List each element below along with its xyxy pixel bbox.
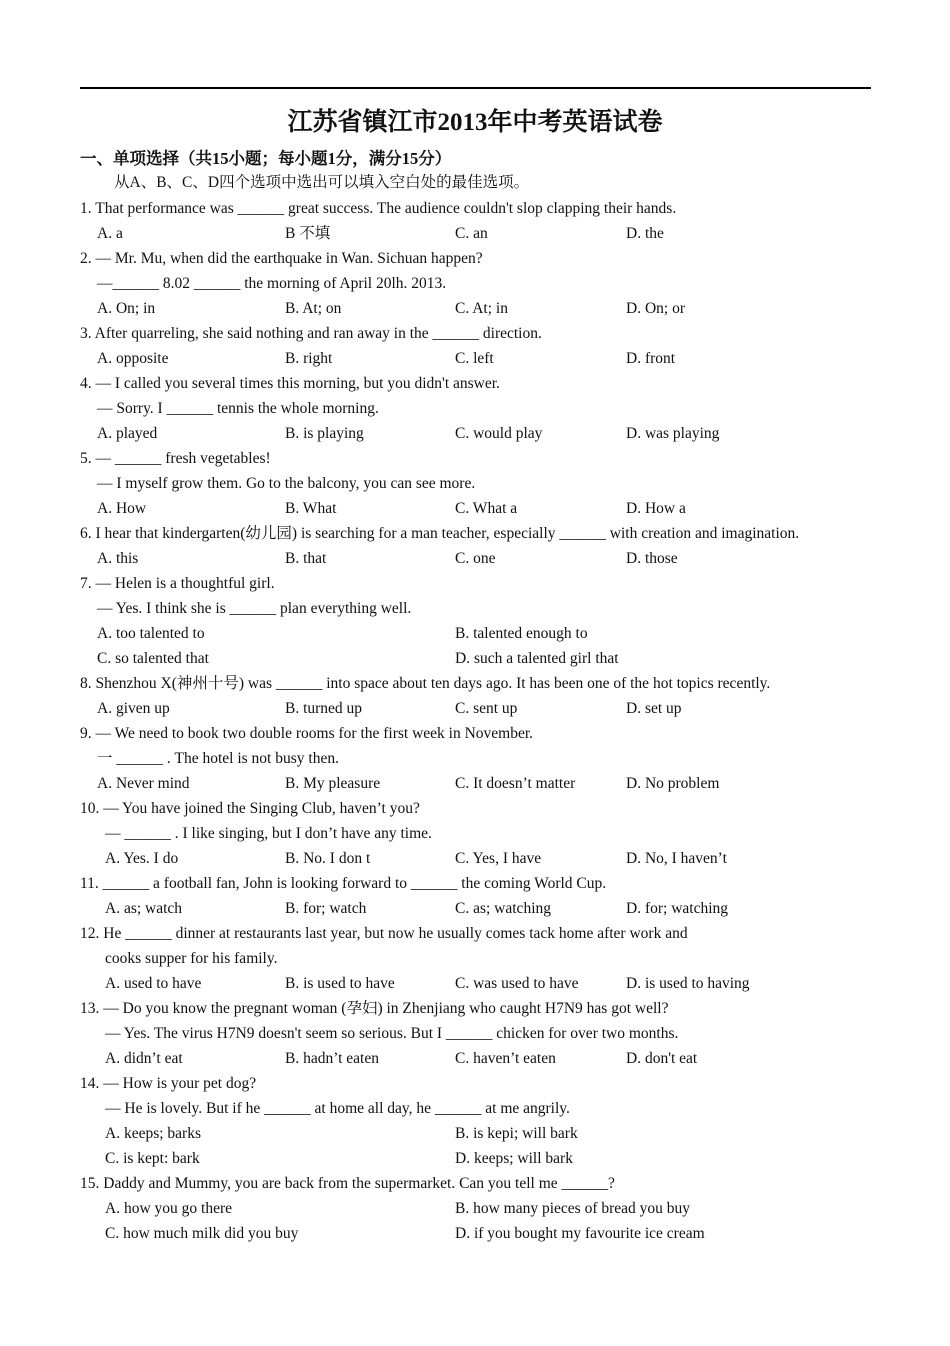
answer-option: A. given up [97, 700, 170, 717]
answer-option: C. how much milk did you buy [105, 1225, 299, 1242]
answer-option: D. No, I haven’t [626, 850, 727, 867]
question-stem: 12. He ______ dinner at restaurants last year, but now he usually comes tack home after work and [80, 925, 688, 942]
question-stem: 11. ______ a football fan, John is looking forward to ______ the coming World Cup. [80, 875, 607, 892]
answer-option: A. Never mind [97, 775, 190, 792]
answer-option: B. how many pieces of bread you buy [455, 1200, 691, 1217]
answer-option: D. such a talented girl that [455, 650, 619, 667]
answer-option: C. so talented that [97, 650, 209, 667]
answer-option: A. didn’t eat [105, 1050, 183, 1067]
answer-option: C. left [455, 350, 494, 367]
answer-option: C. is kept: bark [105, 1150, 200, 1167]
question-stem: 13. — Do you know the pregnant woman (孕妇) in Zhenjiang who caught H7N9 has got well? [80, 1000, 669, 1017]
answer-option: C. as; watching [455, 900, 551, 917]
question-stem: 9. — We need to book two double rooms for the first week in November. [80, 725, 534, 742]
answer-option: C. It doesn’t matter [455, 775, 576, 792]
answer-option: B. is playing [285, 425, 364, 442]
answer-option: D. No problem [626, 775, 720, 792]
answer-option: B. My pleasure [285, 775, 381, 792]
question-stem: 4. — I called you several times this morning, but you didn't answer. [80, 375, 500, 392]
answer-option: A. used to have [105, 975, 202, 992]
answer-option: D. How a [626, 500, 686, 517]
answer-option: D. for; watching [626, 900, 729, 917]
answer-option: A. How [97, 500, 147, 517]
answer-option: B. for; watch [285, 900, 367, 917]
answer-option: B. is used to have [285, 975, 395, 992]
question-stem: 14. — How is your pet dog? [80, 1075, 257, 1092]
answer-option: B. turned up [285, 700, 363, 717]
section-instruction: 从A、B、C、D四个选项中选出可以填入空白处的最佳选项。 [114, 174, 530, 191]
answer-option: C. What a [455, 500, 518, 517]
answer-option: B. is kepi; will bark [455, 1125, 578, 1142]
answer-option: B. What [285, 500, 337, 517]
answer-option: D. set up [626, 700, 682, 717]
answer-option: C. At; in [455, 300, 508, 317]
question-stem: 5. — ______ fresh vegetables! [80, 450, 271, 467]
answer-option: D. the [626, 225, 664, 242]
answer-option: D. don't eat [626, 1050, 698, 1067]
answer-option: D. On; or [626, 300, 685, 317]
question-stem: 15. Daddy and Mummy, you are back from the supermarket. Can you tell me ______? [80, 1175, 615, 1192]
question-stem: 10. — You have joined the Singing Club, haven’t you? [80, 800, 420, 817]
answer-option: C. sent up [455, 700, 518, 717]
answer-option: A. opposite [97, 350, 169, 367]
answer-option: A. keeps; barks [105, 1125, 201, 1142]
question-stem: 3. After quarreling, she said nothing and ran away in the ______ direction. [80, 325, 542, 342]
answer-option: B. right [285, 350, 333, 367]
question-line: — He is lovely. But if he ______ at home all day, he ______ at me angrily. [105, 1100, 570, 1117]
question-line: 一 ______ . The hotel is not busy then. [97, 750, 339, 767]
answer-option: D. if you bought my favourite ice cream [455, 1225, 705, 1242]
question-stem: 1. That performance was ______ great success. The audience couldn't slop clapping their hands. [80, 200, 677, 217]
answer-option: A. played [97, 425, 158, 442]
answer-option: A. On; in [97, 300, 156, 317]
answer-option: D. is used to having [626, 975, 750, 992]
question-stem: 6. I hear that kindergarten(幼儿园) is searching for a man teacher, especially ______ with creation and imagination. [80, 525, 800, 542]
answer-option: A. too talented to [97, 625, 205, 642]
answer-option: B. At; on [285, 300, 342, 317]
answer-option: C. an [455, 225, 488, 242]
answer-option: B 不填 [285, 225, 331, 242]
answer-option: A. Yes. I do [105, 850, 179, 867]
question-line: —______ 8.02 ______ the morning of April 20lh. 2013. [97, 275, 447, 292]
answer-option: D. front [626, 350, 676, 367]
answer-option: A. this [97, 550, 139, 567]
question-line: — Sorry. I ______ tennis the whole morning. [97, 400, 379, 417]
question-stem: 8. Shenzhou X(神州十号) was ______ into space about ten days ago. It has been one of the hot topics recently. [80, 675, 771, 692]
answer-option: B. talented enough to [455, 625, 588, 642]
question-line: — ______ . I like singing, but I don’t have any time. [105, 825, 432, 842]
answer-option: C. one [455, 550, 496, 567]
question-line: — Yes. The virus H7N9 doesn't seem so serious. But I ______ chicken for over two months. [105, 1025, 679, 1042]
answer-option: B. No. I don t [285, 850, 371, 867]
question-line: — I myself grow them. Go to the balcony, you can see more. [97, 475, 476, 492]
page-title: 江苏省镇江市2013年中考英语试卷 [287, 109, 663, 136]
answer-option: D. was playing [626, 425, 720, 442]
answer-option: A. as; watch [105, 900, 183, 917]
question-stem: 7. — Helen is a thoughtful girl. [80, 575, 275, 592]
question-line: — Yes. I think she is ______ plan everything well. [97, 600, 412, 617]
answer-option: D. those [626, 550, 678, 567]
answer-option: C. haven’t eaten [455, 1050, 556, 1067]
question-stem: 2. — Mr. Mu, when did the earthquake in Wan. Sichuan happen? [80, 250, 483, 267]
answer-option: B. that [285, 550, 327, 567]
answer-option: A. how you go there [105, 1200, 232, 1217]
answer-option: C. was used to have [455, 975, 579, 992]
answer-option: A. a [97, 225, 123, 242]
answer-option: B. hadn’t eaten [285, 1050, 379, 1067]
answer-option: C. Yes, I have [455, 850, 542, 867]
answer-option: D. keeps; will bark [455, 1150, 573, 1167]
top-rule [80, 87, 871, 89]
answer-option: C. would play [455, 425, 543, 442]
question-line: cooks supper for his family. [105, 950, 278, 967]
section-heading: 一、单项选择（共15小题；每小题1分，满分15分） [80, 149, 452, 168]
